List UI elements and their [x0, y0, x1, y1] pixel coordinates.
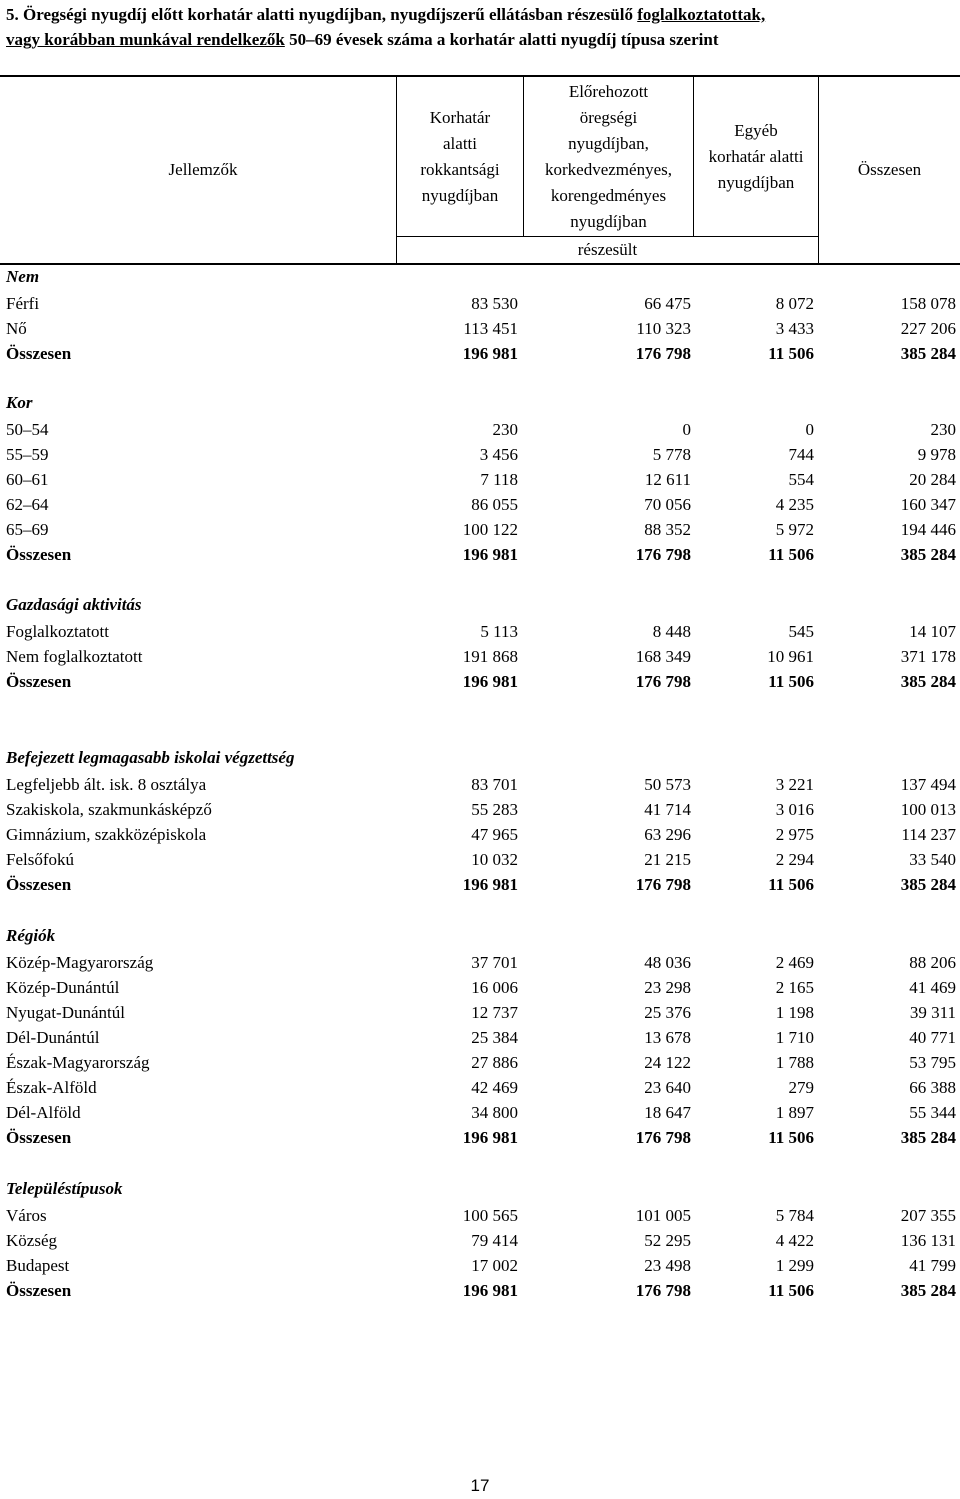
table-row	[0, 492, 960, 517]
table-row	[0, 417, 960, 442]
row-label: Összesen	[6, 1128, 72, 1147]
value-cell: 40 771	[909, 1028, 956, 1047]
value-cell: 23 498	[644, 1256, 691, 1275]
value-cell: 227 206	[900, 319, 956, 338]
value-cell: 176 798	[635, 875, 691, 894]
value-cell: 25 384	[471, 1028, 518, 1047]
value-cell: 83 530	[471, 294, 518, 313]
value-cell: 5 972	[775, 520, 814, 539]
table-row	[0, 1228, 960, 1253]
value-cell: 545	[788, 622, 814, 641]
table-row	[0, 772, 960, 797]
page-number: 17	[470, 1476, 490, 1495]
table-row	[0, 1025, 960, 1050]
row-label: Foglalkoztatott	[6, 622, 109, 641]
value-cell: 10 032	[471, 850, 518, 869]
value-cell: 176 798	[635, 545, 691, 564]
value-cell: 83 701	[471, 775, 518, 794]
value-cell: 196 981	[462, 672, 518, 691]
row-label: Észak-Magyarország	[6, 1053, 150, 1072]
value-cell: 100 565	[462, 1206, 518, 1225]
value-cell: 37 701	[471, 953, 518, 972]
value-cell: 25 376	[644, 1003, 691, 1022]
header-bottom-rule	[0, 263, 960, 265]
header-reszesult: részesült	[577, 240, 638, 259]
value-cell: 11 506	[768, 545, 814, 564]
value-cell: 1 897	[775, 1103, 814, 1122]
title-part-2: foglalkoztatottak,	[637, 5, 766, 24]
value-cell: 47 965	[471, 825, 518, 844]
value-cell: 0	[805, 420, 814, 439]
value-cell: 279	[788, 1078, 814, 1097]
value-cell: 88 206	[909, 953, 956, 972]
row-label: 65–69	[6, 520, 49, 539]
value-cell: 230	[930, 420, 956, 439]
row-label: Összesen	[6, 1281, 72, 1300]
value-cell: 207 355	[900, 1206, 956, 1225]
title-part-3: vagy korábban munkával rendelkezők	[6, 30, 285, 49]
row-label: Gimnázium, szakközépiskola	[6, 825, 207, 844]
value-cell: 23 640	[644, 1078, 691, 1097]
value-cell: 48 036	[644, 953, 691, 972]
row-label: Város	[6, 1206, 47, 1225]
value-cell: 33 540	[909, 850, 956, 869]
value-cell: 196 981	[462, 875, 518, 894]
row-label: Férfi	[6, 294, 40, 313]
value-cell: 11 506	[768, 1281, 814, 1300]
value-cell: 18 647	[644, 1103, 691, 1122]
value-cell: 1 299	[775, 1256, 814, 1275]
total-row	[0, 669, 960, 694]
row-label: Nyugat-Dunántúl	[6, 1003, 125, 1022]
value-cell: 744	[788, 445, 814, 464]
table-row	[0, 316, 960, 341]
row-label: Közép-Dunántúl	[6, 978, 120, 997]
total-row	[0, 542, 960, 567]
header-col-4: Összesen	[857, 160, 922, 179]
value-cell: 52 295	[644, 1231, 691, 1250]
value-cell: 11 506	[768, 672, 814, 691]
row-label: Felsőfokú	[6, 850, 74, 869]
value-cell: 34 800	[471, 1103, 518, 1122]
value-cell: 41 714	[644, 800, 691, 819]
value-cell: 385 284	[900, 1281, 956, 1300]
table-row	[0, 975, 960, 1000]
value-cell: 41 469	[909, 978, 956, 997]
value-cell: 55 283	[471, 800, 518, 819]
value-cell: 66 388	[909, 1078, 956, 1097]
value-cell: 21 215	[644, 850, 691, 869]
row-label: Összesen	[6, 545, 72, 564]
value-cell: 79 414	[471, 1231, 518, 1250]
value-cell: 11 506	[768, 1128, 814, 1147]
section-title: Településtípusok	[6, 1179, 123, 1198]
value-cell: 9 978	[917, 445, 956, 464]
value-cell: 39 311	[909, 1003, 956, 1022]
value-cell: 3 433	[775, 319, 814, 338]
header-col-2: Előrehozott öregségi nyugdíjban, korkedvezményes, korengedményes nyugdíjban	[545, 81, 672, 231]
value-cell: 196 981	[462, 545, 518, 564]
value-cell: 7 118	[480, 470, 518, 489]
value-cell: 42 469	[471, 1078, 518, 1097]
value-cell: 11 506	[768, 875, 814, 894]
value-cell: 0	[682, 420, 691, 439]
row-label: 55–59	[6, 445, 49, 464]
section-title: Gazdasági aktivitás	[6, 595, 142, 614]
row-label: Összesen	[6, 672, 72, 691]
value-cell: 20 284	[909, 470, 956, 489]
value-cell: 136 131	[900, 1231, 956, 1250]
table-row	[0, 847, 960, 872]
value-cell: 53 795	[909, 1053, 956, 1072]
value-cell: 194 446	[900, 520, 956, 539]
value-cell: 385 284	[900, 875, 956, 894]
value-cell: 196 981	[462, 344, 518, 363]
value-cell: 385 284	[900, 1128, 956, 1147]
row-label: Budapest	[6, 1256, 70, 1275]
value-cell: 196 981	[462, 1128, 518, 1147]
value-cell: 14 107	[909, 622, 956, 641]
total-row	[0, 341, 960, 366]
table-row	[0, 517, 960, 542]
value-cell: 196 981	[462, 1281, 518, 1300]
value-cell: 63 296	[644, 825, 691, 844]
total-row	[0, 1125, 960, 1150]
value-cell: 385 284	[900, 545, 956, 564]
row-label: Dél-Dunántúl	[6, 1028, 100, 1047]
table-row	[0, 1075, 960, 1100]
row-label: Összesen	[6, 875, 72, 894]
value-cell: 385 284	[900, 672, 956, 691]
header-jellemzok: Jellemzők	[168, 160, 238, 179]
section-title: Kor	[6, 393, 33, 412]
header-col-3: Egyéb korhatár alatti nyugdíjban	[708, 120, 804, 192]
section-title: Nem	[6, 267, 40, 286]
table-row	[0, 619, 960, 644]
row-label: 62–64	[6, 495, 49, 514]
value-cell: 176 798	[635, 1281, 691, 1300]
value-cell: 24 122	[644, 1053, 691, 1072]
value-cell: 2 469	[775, 953, 814, 972]
row-label: 60–61	[6, 470, 49, 489]
row-label: Legfeljebb ált. isk. 8 osztálya	[6, 775, 207, 794]
value-cell: 5 113	[480, 622, 518, 641]
value-cell: 100 122	[462, 520, 518, 539]
table-row	[0, 1203, 960, 1228]
total-row	[0, 872, 960, 897]
value-cell: 17 002	[471, 1256, 518, 1275]
value-cell: 1 710	[775, 1028, 814, 1047]
value-cell: 101 005	[635, 1206, 691, 1225]
value-cell: 4 422	[775, 1231, 814, 1250]
table-row	[0, 797, 960, 822]
table-title	[6, 2, 956, 52]
value-cell: 88 352	[644, 520, 691, 539]
value-cell: 1 788	[775, 1053, 814, 1072]
value-cell: 2 294	[775, 850, 814, 869]
title-part-4: 50–69 évesek száma a korhatár alatti nyugdíj típusa szerint	[284, 30, 719, 49]
value-cell: 191 868	[462, 647, 518, 666]
value-cell: 16 006	[471, 978, 518, 997]
table-row	[0, 1100, 960, 1125]
value-cell: 55 344	[909, 1103, 956, 1122]
value-cell: 27 886	[471, 1053, 518, 1072]
row-label: Szakiskola, szakmunkásképző	[6, 800, 212, 819]
table-row	[0, 442, 960, 467]
value-cell: 110 323	[636, 319, 691, 338]
value-cell: 160 347	[900, 495, 956, 514]
table-row	[0, 644, 960, 669]
value-cell: 554	[788, 470, 814, 489]
table-row	[0, 1050, 960, 1075]
table-row	[0, 1253, 960, 1278]
value-cell: 66 475	[644, 294, 691, 313]
value-cell: 2 165	[775, 978, 814, 997]
row-label: Összesen	[6, 344, 72, 363]
value-cell: 5 778	[652, 445, 691, 464]
value-cell: 385 284	[900, 344, 956, 363]
value-cell: 12 737	[471, 1003, 518, 1022]
row-label: Közép-Magyarország	[6, 953, 154, 972]
value-cell: 4 235	[775, 495, 814, 514]
value-cell: 176 798	[635, 1128, 691, 1147]
section-title: Régiók	[6, 926, 56, 945]
table-row	[0, 291, 960, 316]
value-cell: 3 221	[775, 775, 814, 794]
value-cell: 114 237	[901, 825, 956, 844]
header-col-1: Korhatár alatti rokkantsági nyugdíjban	[420, 107, 500, 205]
value-cell: 1 198	[775, 1003, 814, 1022]
value-cell: 371 178	[900, 647, 956, 666]
value-cell: 158 078	[900, 294, 956, 313]
value-cell: 11 506	[768, 344, 814, 363]
row-label: Dél-Alföld	[6, 1103, 81, 1122]
value-cell: 8 448	[652, 622, 691, 641]
table-row	[0, 822, 960, 847]
value-cell: 3 456	[479, 445, 518, 464]
value-cell: 13 678	[644, 1028, 691, 1047]
value-cell: 100 013	[900, 800, 956, 819]
value-cell: 230	[492, 420, 518, 439]
value-cell: 137 494	[900, 775, 956, 794]
table-row	[0, 950, 960, 975]
section-title: Befejezett legmagasabb iskolai végzettség	[6, 748, 295, 767]
value-cell: 176 798	[635, 344, 691, 363]
total-row	[0, 1278, 960, 1303]
value-cell: 41 799	[909, 1256, 956, 1275]
value-cell: 176 798	[635, 672, 691, 691]
row-label: Észak-Alföld	[6, 1078, 97, 1097]
value-cell: 86 055	[471, 495, 518, 514]
row-label: Község	[6, 1231, 57, 1250]
row-label: Nő	[6, 319, 27, 338]
value-cell: 2 975	[775, 825, 814, 844]
value-cell: 8 072	[775, 294, 814, 313]
table-row	[0, 1000, 960, 1025]
value-cell: 70 056	[644, 495, 691, 514]
value-cell: 113 451	[463, 319, 518, 338]
value-cell: 168 349	[635, 647, 691, 666]
value-cell: 10 961	[767, 647, 814, 666]
row-label: Nem foglalkoztatott	[6, 647, 143, 666]
value-cell: 50 573	[644, 775, 691, 794]
row-label: 50–54	[6, 420, 49, 439]
title-part-1: 5. Öregségi nyugdíj előtt korhatár alatti nyugdíjban, nyugdíjszerű ellátásban részesülő	[6, 5, 638, 24]
value-cell: 3 016	[775, 800, 814, 819]
value-cell: 23 298	[644, 978, 691, 997]
table-row	[0, 467, 960, 492]
value-cell: 5 784	[775, 1206, 814, 1225]
value-cell: 12 611	[644, 470, 691, 489]
